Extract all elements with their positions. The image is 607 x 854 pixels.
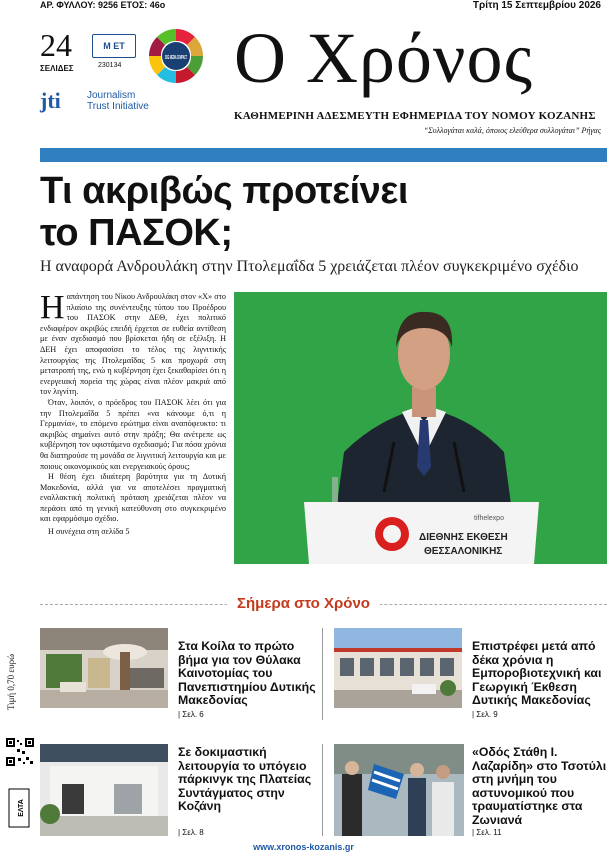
masthead-motto: “Συλλογάται καλά, όποιος ελεύθερα συλλογάται” Ρήγας <box>423 126 601 135</box>
item-title: «Οδός Στάθη Ι. Λαζαρίδη» στο Τσοτύλι στη μνήμη του αστυνομικού που τραυματίστηκε στα Ζωνιανά <box>472 745 607 827</box>
item-thumbnail <box>334 628 462 708</box>
pages-count: 24 <box>40 27 72 63</box>
item-title: Στα Κοίλα το πρώτο βήμα για τον Θύλακα Καινοτομίας του Πανεπιστημίου Δυτικής Μακεδονίας <box>178 639 316 708</box>
item-thumbnail <box>40 628 168 708</box>
column-divider-bottom <box>322 744 323 836</box>
continue-link: Η συνέχεια στη σελίδα 5 <box>48 527 130 537</box>
item-title: Σε δοκιμαστική λειτουργία το υπόγειο πάρκινγκ της Πλατείας Συντάγματος στην Κοζάνη <box>178 745 312 814</box>
news-item-street-naming[interactable] <box>334 744 607 839</box>
jti-logo: jti <box>40 88 61 113</box>
jti-name: Journalism Trust Initiative <box>87 90 149 112</box>
item-page-ref: | Σελ. 8 <box>178 828 204 837</box>
item-page-ref: | Σελ. 6 <box>178 710 204 719</box>
item-thumbnail <box>40 744 168 836</box>
podium-text-2: ΘΕΣΣΑΛΟΝΙΚΗΣ <box>424 546 503 557</box>
header-divider-bar <box>40 148 607 162</box>
sdg-media-compact-badge <box>148 28 204 84</box>
item-page-ref: | Σελ. 9 <box>472 710 498 719</box>
sdg-badge-text: SDG MEDIA COMPACT <box>165 55 187 61</box>
podium-text-1: ΔΙΕΘΝΗΣ ΕΚΘΕΣΗ <box>419 532 508 543</box>
section-title: Σήμερα στο Χρόνο <box>0 595 607 613</box>
dropcap: Η <box>40 289 65 326</box>
masthead-tagline: ΚΑΘΗΜΕΡΙΝΗ ΑΔΕΣΜΕΥΤΗ ΕΦΗΜΕΡΙΔΑ ΤΟΥ ΝΟΜΟΥ ΚΟΖΑΝΗΣ <box>234 110 596 122</box>
pages-label: ΣΕΛΙΔΕΣ <box>40 64 74 73</box>
issue-number: ΑΡ. ΦΥΛΛΟΥ: 9256 ΕΤΟΣ: 46ο <box>40 0 166 10</box>
item-title: Επιστρέφει μετά από δέκα χρόνια η Εμποροβιοτεχνική και Γεωργική Έκθεση Δυτικής Μακεδονίας <box>472 639 602 708</box>
podium-brand: tifhelexpo <box>474 515 504 522</box>
item-page-ref: | Σελ. 11 <box>472 828 502 837</box>
lead-headline[interactable]: Τι ακριβώς προτείνει το ΠΑΣΟΚ; <box>40 170 408 254</box>
lead-subheadline: Η αναφορά Ανδρουλάκη στην Πτολεμαΐδα 5 χρειάζεται πλέον συγκεκριμένο σχέδιο <box>40 258 579 275</box>
met-number: 230134 <box>98 62 122 69</box>
met-logo: Μ ΕΤ <box>92 34 136 58</box>
lead-article-body: Ηαπάντηση του Νίκου Ανδρουλάκη στον «Χ» στο πλαίσιο της συνέντευξης τύπου του Προέδρου του ΠΑΣΟΚ στην ΔΕΘ, έχει πολιτικό ενδιαφέρον ακριβώς επειδή έρχεται σε ευθεία αντίθεση με έναν σχεδιασμό που βρίσκεται ήδη σε εξέλιξη. Η ΔΕΗ έχει αποφασίσει το τέλος της λιγνιτικής λειτουργίας της Πτολεμαΐδας 5 και προχωρά στη μετατροπή της, ενώ η κυβέρνηση έχει ξεκαθαρίσει ότι η ενεργειακή πορεία της χώρας είναι πλέον μακριά από τον λιγνίτη. Όταν, λοιπόν, ο πρόεδρος του ΠΑΣΟΚ λέει ότι για την Πτολεμαΐδα 5 πρέπει «να κάνουμε ό,τι η Γερμανία», το επόμενο ερώτημα είναι αναπόφευκτο: τι ακριβώς σημαίνει αυτό στην πράξη; Θα ανέτρεπε ως κυβέρνηση τον υφιστάμενο σχεδιασμό; Για πόσα χρόνια θα διατηρούσε τη μονάδα σε λιγνιτική λειτουργία και με ποιους οικονομικούς και ενεργειακούς όρους; Η θέση έχει ιδιαίτερη βαρύτητα για τη Δυτική Μακεδονία, αλλά για να αποτελέσει πραγματική εναλλακτική πολιτική πρόταση χρειάζεται πλέον να περάσει από τη γενική κατεύθυνση στο συγκεκριμένο και εφαρμόσιμο σχέδιο. Η συνέχεια στη σελίδα 5 <box>40 289 226 537</box>
qr-code-icon[interactable] <box>6 738 34 766</box>
website-url[interactable]: www.xronos-kozanis.gr <box>253 842 354 852</box>
news-item-innovation-hub[interactable] <box>40 628 320 723</box>
publication-date: Τρίτη 15 Σεπτεμβρίου 2026 <box>472 0 601 11</box>
news-item-parking[interactable] <box>40 744 320 839</box>
lead-photo <box>234 292 607 564</box>
newspaper-masthead: Ο Χρόνος <box>234 18 533 98</box>
column-divider-top <box>322 628 323 720</box>
item-thumbnail <box>334 744 464 836</box>
news-item-expo[interactable] <box>334 628 607 723</box>
price-label: Τιμή 0,70 ευρώ <box>6 653 16 710</box>
elta-postal-mark <box>8 788 30 828</box>
svg-text:ΕΛΤΑ: ΕΛΤΑ <box>18 799 25 817</box>
